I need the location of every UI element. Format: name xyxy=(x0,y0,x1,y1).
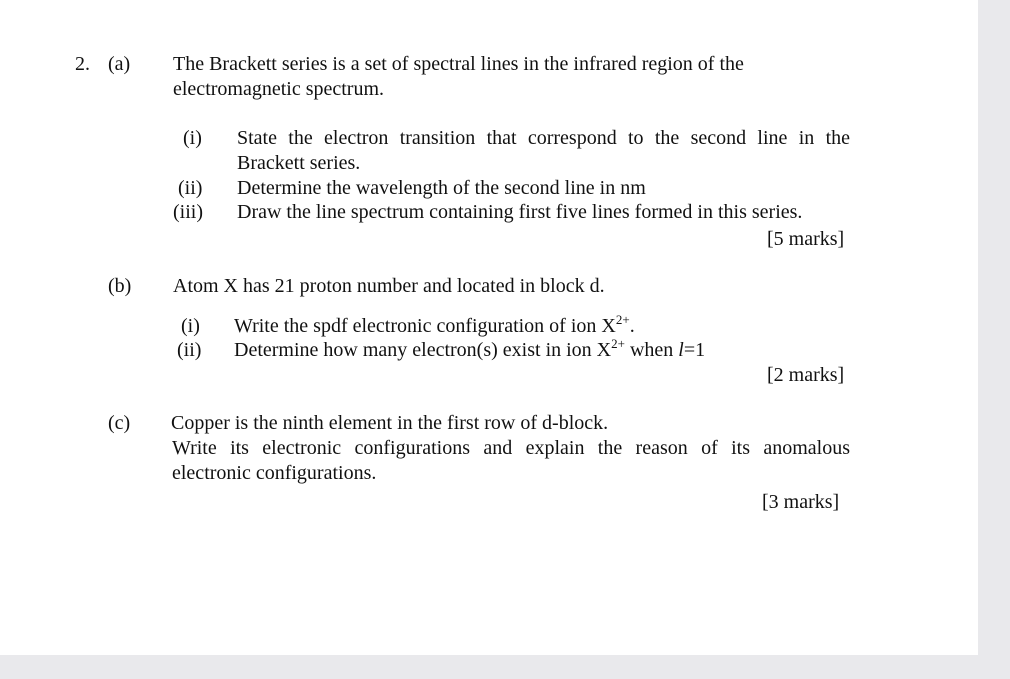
part-b-intro: Atom X has 21 proton number and located in block d. xyxy=(173,275,605,297)
part-a-item-i-line2: Brackett series. xyxy=(237,152,361,174)
part-c-line1: Copper is the ninth element in the first row of d-block. xyxy=(171,412,609,434)
part-a-item-ii-text: Determine the wavelength of the second line in nm xyxy=(237,177,646,199)
part-c-line2: Write its electronic configurations and explain the reason of its anomalous xyxy=(172,437,850,459)
part-b-marks: [2 marks] xyxy=(767,364,845,386)
part-c-marks: [3 marks] xyxy=(762,491,840,513)
part-a-intro-line1: The Brackett series is a set of spectral lines in the infrared region of the xyxy=(173,53,744,75)
part-b-item-i-label: (i) xyxy=(181,315,200,337)
part-a-label: (a) xyxy=(108,53,131,75)
part-b-item-ii-label: (ii) xyxy=(177,339,202,361)
part-b-item-ii-text: Determine how many electron(s) exist in ion $X^{2+}$ when l=1 xyxy=(234,336,706,361)
part-c-label: (c) xyxy=(108,412,131,434)
question-number: 2. xyxy=(75,53,90,75)
part-b-item-i-text: Write the spdf electronic configuration of ion $X^{2+}$. xyxy=(234,312,635,337)
part-a-item-ii-label: (ii) xyxy=(178,177,203,199)
part-c-line3: electronic configurations. xyxy=(172,462,377,484)
part-a-item-i-label: (i) xyxy=(183,127,202,149)
part-a-item-i-line1: State the electron transition that correspond to the second line in the xyxy=(237,127,850,149)
part-a-item-iii-label: (iii) xyxy=(173,201,203,223)
part-a-intro-line2: electromagnetic spectrum. xyxy=(173,78,385,100)
part-b-label: (b) xyxy=(108,275,132,297)
part-a-item-iii-text: Draw the line spectrum containing first five lines formed in this series. xyxy=(237,201,803,223)
part-a-marks: [5 marks] xyxy=(767,228,845,250)
